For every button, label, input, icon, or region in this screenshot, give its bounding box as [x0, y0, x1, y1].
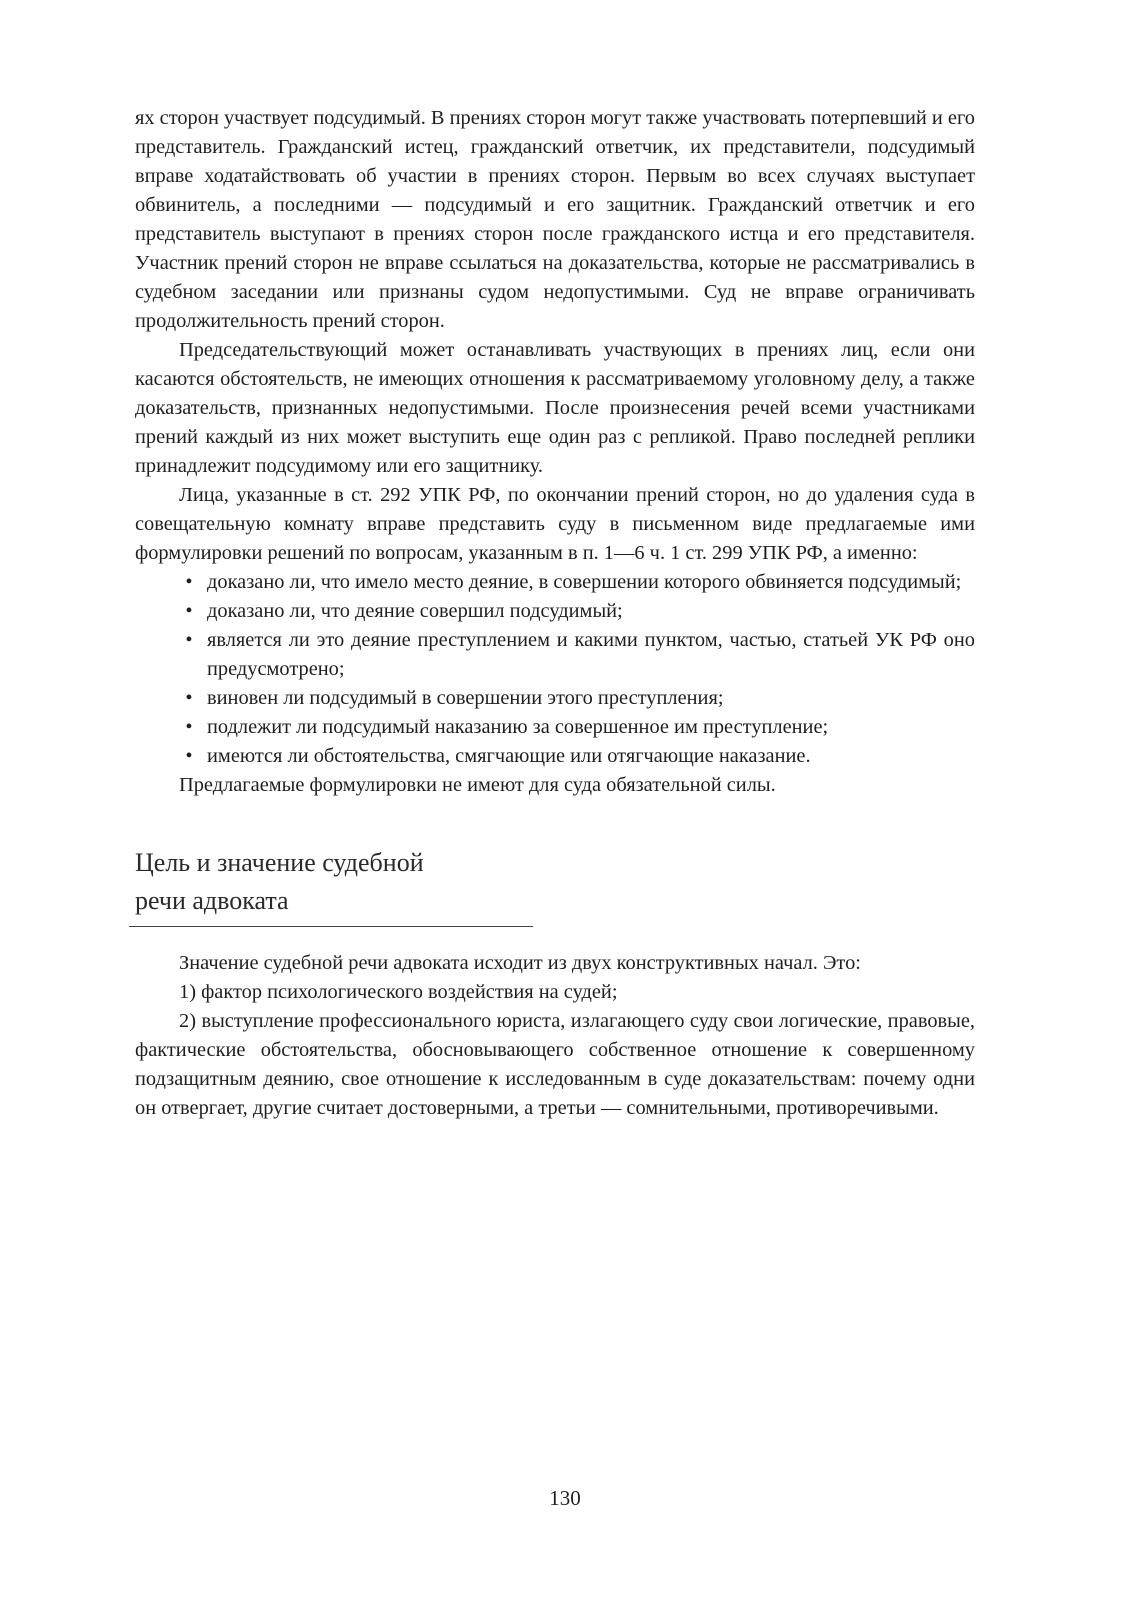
section-heading — [135, 844, 535, 920]
section-heading-line-1: Цель и значение судебной — [135, 848, 424, 877]
paragraph-presiding-judge: Председательствующий может останавливать участвующих в прениях лиц, если они касаются обстоятельств, не имеющих отношения к рассматриваемому уголовному делу, а также доказательств, признанных недопустимыми. После произнесения речей всеми участниками прений каждый из них может выступить еще один раз с репликой. Право последней реплики принадлежит подсудимому или его защитнику. — [135, 339, 975, 477]
paragraph-continued: ях сторон участвует подсудимый. В прениях сторон могут также участвовать потерпевший и его представитель. Гражданский истец, гражданский ответчик, их представители, подсудимый вправе ходатайствовать об участии в прениях сторон. Первым во всех случаях выступает обвинитель, а последними — подсудимый и его защитник. Гражданский ответчик и его представитель выступают в прениях сторон после гражданского истца и его представителя. Участник прений сторон не вправе ссылаться на доказательства, которые не рассматривались в судебном заседании или признаны судом недопустимыми. Суд не вправе ограничивать продолжительность прений сторон. — [135, 107, 975, 332]
paragraph-point-2: 2) выступление профессионального юриста, излагающего суду свои логические, правовые, фактические обстоятельства, обосновывающего собственное отношение к совершенному подзащитным деянию, свое отношение к исследованным в суде доказательствам: почему одни он отвергает, другие считает достоверными, а третьи — сомнительными, противоречивыми. — [135, 1010, 975, 1119]
list-item-text: подлежит ли подсудимый наказанию за совершенное им преступление; — [207, 716, 829, 738]
paragraph-closing: Предлагаемые формулировки не имеют для суда обязательной силы. — [179, 774, 776, 796]
bullet-icon: • — [185, 716, 193, 738]
list-item — [135, 742, 975, 771]
paragraph-formulations-intro: Лица, указанные в ст. 292 УПК РФ, по окончании прений сторон, но до удаления суда в совещательную комнату вправе представить суду в письменном виде предлагаемые ими формулировки решений по вопросам, указанным в п. 1—6 ч. 1 ст. 299 УПК РФ, а именно: — [135, 484, 975, 564]
list-item — [135, 597, 975, 626]
page-body — [135, 104, 975, 1123]
list-item — [135, 626, 975, 684]
bullet-icon: • — [185, 571, 193, 593]
paragraph-significance-intro: Значение судебной речи адвоката исходит из двух конструктивных начал. Это: — [179, 952, 861, 974]
list-item-text: доказано ли, что деяние совершил подсудимый; — [207, 600, 623, 622]
bullet-icon: • — [185, 745, 193, 767]
heading-underline — [129, 926, 533, 927]
list-item-text: является ли это деяние преступлением и какими пунктом, частью, статьей УК РФ оно предусмотрено; — [207, 629, 975, 680]
list-item — [135, 713, 975, 742]
questions-list — [135, 568, 975, 771]
list-item — [135, 568, 975, 597]
page-number: 130 — [549, 1486, 581, 1510]
list-item-text: виновен ли подсудимый в совершении этого преступления; — [207, 687, 724, 709]
bullet-icon: • — [185, 687, 193, 709]
list-item — [135, 684, 975, 713]
list-item-text: имеются ли обстоятельства, смягчающие или отягчающие наказание. — [207, 745, 811, 767]
section-heading-line-2: речи адвоката — [135, 886, 289, 915]
paragraph-point-1: 1) фактор психологического воздействия на судей; — [179, 981, 618, 1003]
list-item-text: доказано ли, что имело место деяние, в совершении которого обвиняется подсудимый; — [207, 571, 962, 593]
bullet-icon: • — [185, 600, 193, 622]
bullet-icon: • — [185, 629, 193, 651]
